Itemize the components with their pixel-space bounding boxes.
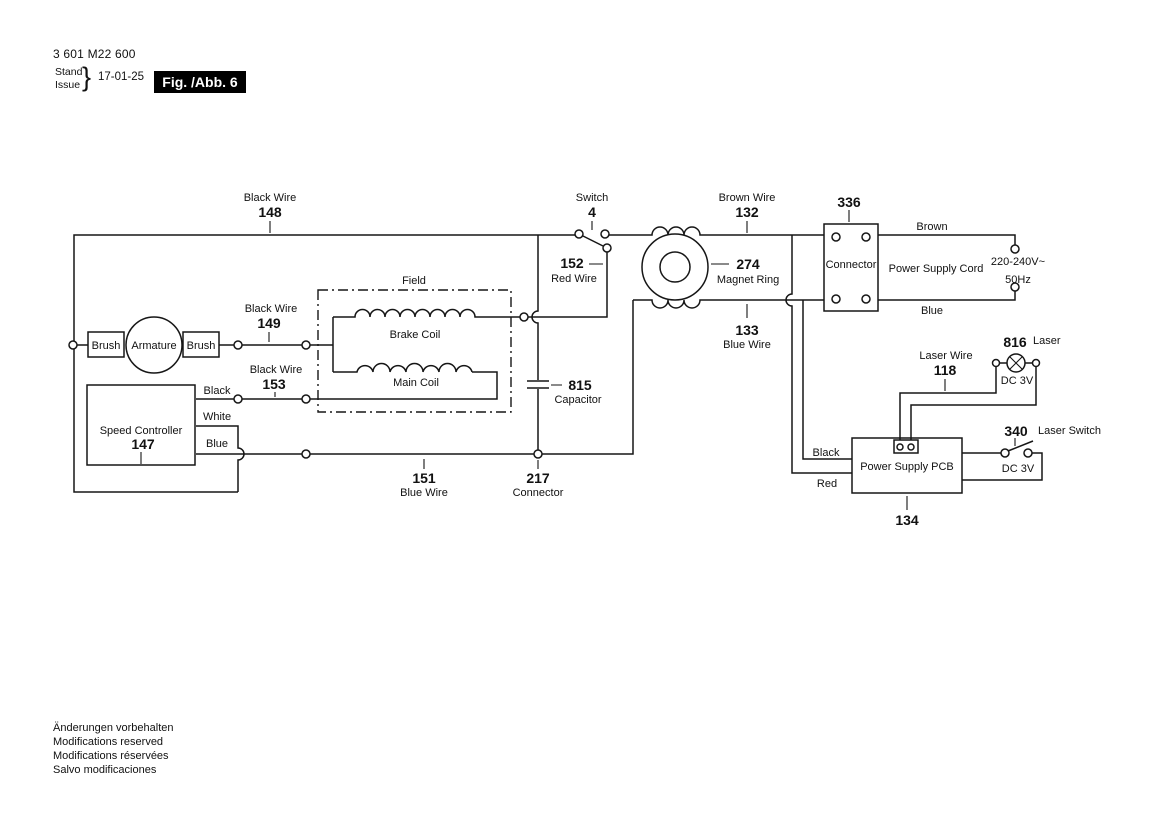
label-wire133-title: Blue Wire — [723, 339, 771, 351]
label-laser816-dc: DC 3V — [1000, 375, 1034, 387]
main-coil-symbol — [333, 364, 472, 372]
label-sc147-white: White — [202, 411, 232, 423]
label-wire149-ref: 149 — [257, 315, 281, 331]
label-cord-hz: 50Hz — [1005, 274, 1031, 286]
label-field-title: Field — [402, 275, 426, 287]
footer-line-fr: Modifications réservées — [53, 750, 169, 762]
label-wire148-ref: 148 — [258, 204, 282, 220]
label-cap815-ref: 815 — [568, 377, 592, 393]
label-switch4-ref: 4 — [588, 204, 596, 220]
label-wire149-title: Black Wire — [244, 303, 298, 315]
label-main-coil: Main Coil — [393, 377, 439, 389]
capacitor-symbol — [527, 235, 549, 450]
footer-notice — [53, 721, 173, 777]
label-wire153-title: Black Wire — [249, 364, 303, 376]
stand-label: Stand — [55, 66, 83, 78]
label-laser816-ref: 816 — [1003, 334, 1027, 350]
blue-wire-133 — [633, 300, 824, 308]
label-switch340-dc: DC 3V — [1001, 463, 1035, 475]
label-pcb-black: Black — [812, 447, 840, 459]
label-conn217-ref: 217 — [526, 470, 550, 486]
brace-glyph: } — [82, 62, 92, 92]
label-wire148-title: Black Wire — [243, 192, 297, 204]
field-box — [318, 290, 511, 412]
issue-date: 17-01-25 — [98, 71, 145, 83]
label-wire151-ref: 151 — [412, 470, 436, 486]
label-sc147-ref: 147 — [131, 436, 155, 452]
label-brush-left: Brush — [91, 340, 121, 352]
label-cap815-title: Capacitor — [554, 394, 602, 406]
label-ring274-title: Magnet Ring — [716, 274, 780, 286]
footer-line-de: Änderungen vorbehalten — [53, 722, 174, 734]
brown-wire-132 — [609, 227, 824, 235]
label-cord-blue: Blue — [920, 305, 944, 317]
black-wire-153 — [196, 372, 497, 399]
label-wire132-ref: 132 — [735, 204, 759, 220]
label-conn336-box: Connector — [825, 259, 877, 271]
label-conn336-ref: 336 — [837, 194, 861, 210]
label-switch340-ref: 340 — [1004, 423, 1028, 439]
switch-symbol — [575, 230, 611, 252]
white-wire — [196, 426, 244, 492]
label-wire132-title: Brown Wire — [718, 192, 776, 204]
label-ring274-ref: 274 — [736, 256, 760, 272]
label-cord-title: Power Supply Cord — [888, 263, 984, 275]
label-laser816-title: Laser — [1033, 335, 1061, 347]
label-cord-brown: Brown — [916, 221, 948, 233]
label-wire151-title: Blue Wire — [400, 487, 448, 499]
footer-line-es: Salvo modificaciones — [53, 764, 157, 776]
label-wire152-title: Red Wire — [551, 273, 597, 285]
label-sc147-black: Black — [203, 385, 231, 397]
label-wire153-ref: 153 — [262, 376, 286, 392]
label-switch4-title: Switch — [575, 192, 609, 204]
label-pcb-ref: 134 — [895, 512, 919, 528]
part-number: 3 601 M22 600 — [53, 47, 136, 61]
label-sc147-blue: Blue — [205, 438, 229, 450]
footer-line-en: Modifications reserved — [53, 736, 164, 748]
label-wire118-ref: 118 — [933, 362, 957, 378]
label-sc147-title: Speed Controller — [99, 425, 183, 437]
issue-label: Issue — [55, 78, 81, 91]
label-pcb-title: Power Supply PCB — [860, 461, 954, 473]
label-switch340-title: Laser Switch — [1038, 425, 1101, 437]
pcb-black-lead — [803, 300, 852, 459]
label-wire133-ref: 133 — [735, 322, 759, 338]
label-wire152-ref: 152 — [560, 255, 584, 271]
switch-lever — [583, 236, 603, 246]
figure-number-badge: Fig. /Abb. 6 — [154, 71, 246, 93]
label-brake-coil: Brake Coil — [389, 329, 441, 341]
label-brush-right: Brush — [186, 340, 216, 352]
label-cord-volts: 220-240V~ — [990, 256, 1046, 268]
label-pcb-red: Red — [816, 478, 838, 490]
label-armature: Armature — [131, 340, 177, 352]
brake-coil-symbol — [333, 310, 520, 317]
label-wire118-title: Laser Wire — [919, 350, 973, 362]
label-conn217-title: Connector — [512, 487, 564, 499]
magnet-ring-symbol — [642, 234, 708, 300]
